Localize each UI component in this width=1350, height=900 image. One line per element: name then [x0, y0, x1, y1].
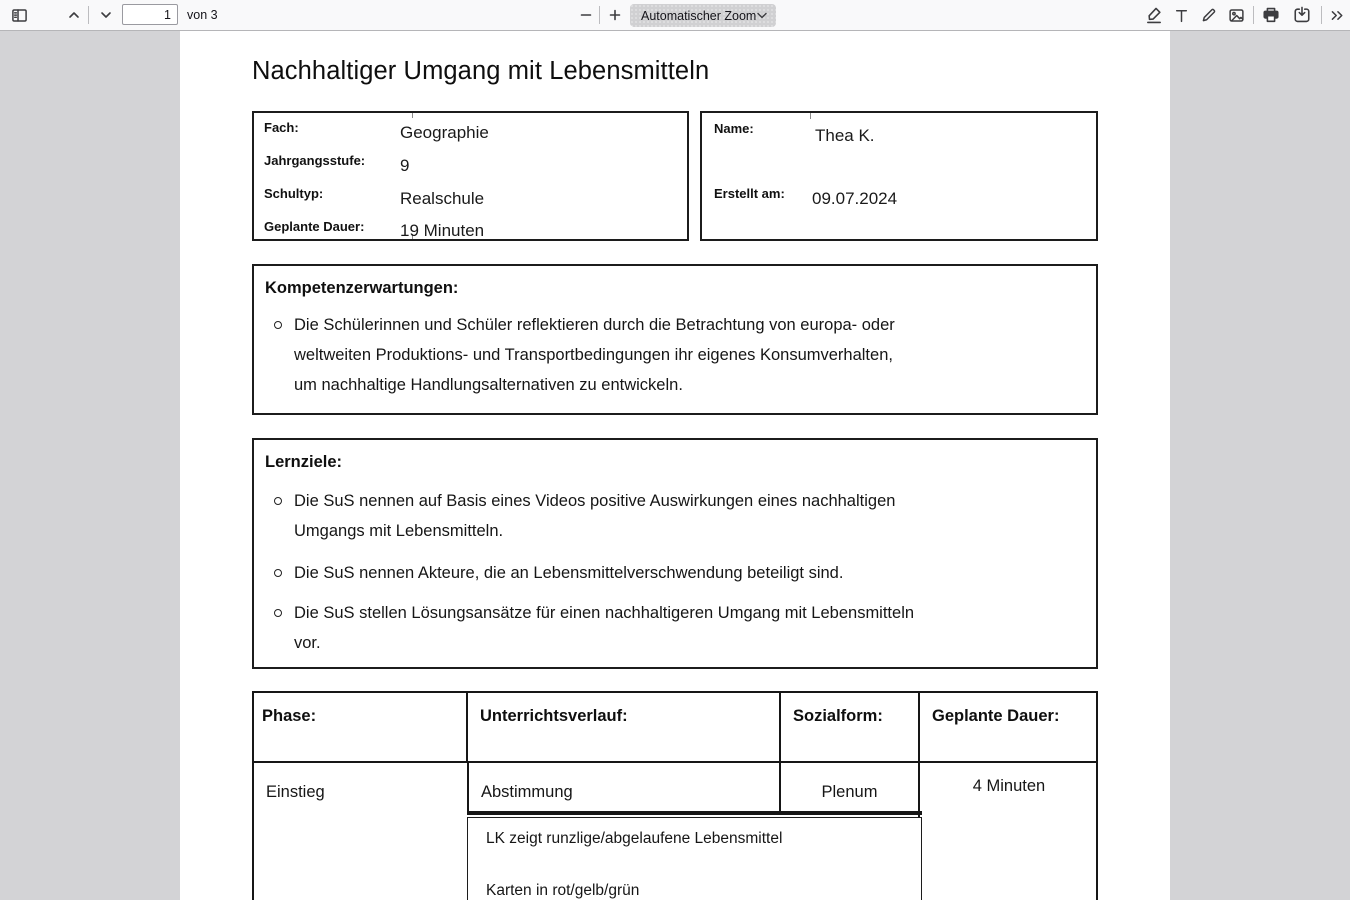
- meta-value: 9: [400, 156, 410, 175]
- toolbar-separator: [88, 6, 89, 24]
- meta-label: Name:: [714, 121, 754, 136]
- sidebar-toggle-button[interactable]: [6, 3, 32, 27]
- document-canvas[interactable]: [0, 31, 1350, 900]
- section-kompetenzerwartungen: [252, 264, 1098, 415]
- meta-value: Geographie: [400, 123, 489, 142]
- meta-label: Erstellt am:: [714, 186, 785, 201]
- meta-label: Fach:: [264, 120, 299, 135]
- meta-label: Geplante Dauer:: [264, 219, 365, 234]
- meta-value: 09.07.2024: [812, 189, 898, 208]
- meta-value: 19 Minuten: [400, 221, 485, 240]
- lesson-flow-table: [252, 691, 1098, 900]
- table-cell-dauer: 4 Minuten: [972, 777, 1046, 795]
- section-heading: Lernziele:: [265, 453, 343, 471]
- pdf-toolbar: [0, 0, 1350, 31]
- bullet-circle-icon: [274, 497, 282, 505]
- pen-icon: [1200, 7, 1217, 24]
- highlight-tool-button[interactable]: [1141, 3, 1167, 27]
- image-icon: [1228, 7, 1245, 24]
- table-cell-phase: Einstieg: [266, 783, 325, 801]
- save-button[interactable]: [1289, 3, 1315, 27]
- meta-value: Thea K.: [815, 126, 875, 145]
- meta-box-right: [700, 111, 1098, 241]
- table-cell-verlauf: Abstimmung: [481, 783, 573, 801]
- section-lernziele: [252, 438, 1098, 669]
- add-image-button[interactable]: [1223, 3, 1249, 27]
- table-line: [467, 763, 469, 811]
- draw-tool-button[interactable]: [1195, 3, 1221, 27]
- toolbar-separator: [1321, 6, 1322, 24]
- chevron-down-icon: [98, 7, 114, 23]
- bullet-item: [274, 310, 895, 400]
- bullet-line: Die SuS stellen Lösungsansätze für einen nachhaltigeren Umgang mit Lebensmitteln: [294, 604, 915, 622]
- table-cell-sozialform: Plenum: [821, 783, 878, 801]
- bullet-item: [274, 598, 914, 658]
- bullet-item: [274, 486, 895, 546]
- minus-icon: [578, 7, 594, 23]
- highlighter-icon: [1145, 6, 1163, 24]
- bullet-item: [274, 558, 843, 588]
- meta-label: Jahrgangsstufe:: [264, 153, 366, 168]
- table-header-phase: Phase:: [262, 707, 317, 725]
- zoom-level-select[interactable]: [630, 4, 776, 27]
- meta-value: Realschule: [400, 189, 485, 208]
- table-header-sozialform: Sozialform:: [793, 707, 883, 725]
- zoom-out-button[interactable]: [573, 3, 599, 27]
- bullet-line: vor.: [294, 634, 321, 652]
- bullet-line: Die SuS nennen Akteure, die an Lebensmittelverschwendung beteiligt sind.: [294, 564, 844, 582]
- more-tools-button[interactable]: [1324, 3, 1350, 27]
- meta-label: Schultyp:: [264, 186, 324, 201]
- table-detail-item: LK zeigt runzlige/abgelaufene Lebensmittel: [486, 830, 783, 847]
- plus-icon: [607, 7, 623, 23]
- zoom-level-value: Automatischer Zoom: [641, 8, 757, 23]
- page-title: Nachhaltiger Umgang mit Lebensmitteln: [252, 57, 710, 85]
- printer-icon: [1262, 6, 1280, 24]
- section-heading: Kompetenzerwartungen:: [265, 279, 459, 297]
- chevron-up-icon: [66, 7, 82, 23]
- meta-box-left: [252, 111, 689, 241]
- table-header-geplante-dauer: Geplante Dauer:: [932, 707, 1060, 725]
- table-detail-box: [467, 817, 922, 900]
- bullet-line: Umgangs mit Lebensmitteln.: [294, 522, 504, 540]
- chevron-down-icon: [757, 12, 767, 19]
- print-button[interactable]: [1258, 3, 1284, 27]
- next-page-button[interactable]: [93, 3, 119, 27]
- table-line: [252, 761, 1098, 763]
- table-header-unterrichtsverlauf: Unterrichtsverlauf:: [480, 707, 628, 725]
- toolbar-separator: [1253, 6, 1254, 24]
- bullet-line: Die SuS nennen auf Basis eines Videos positive Auswirkungen eines nachhaltigen: [294, 492, 896, 510]
- bullet-circle-icon: [274, 609, 282, 617]
- table-line: [466, 691, 468, 761]
- pdf-page: [180, 31, 1170, 900]
- text-tool-button[interactable]: [1168, 3, 1194, 27]
- bullet-line: um nachhaltige Handlungsalternativen zu entwickeln.: [294, 376, 683, 394]
- table-detail-item: Karten in rot/gelb/grün: [486, 882, 640, 899]
- bullet-line: Die Schülerinnen und Schüler reflektieren durch die Betrachtung von europa- oder: [294, 316, 895, 334]
- previous-page-button[interactable]: [61, 3, 87, 27]
- double-chevron-right-icon: [1329, 7, 1346, 24]
- divider-tick: [412, 113, 413, 118]
- bullet-line: weltweiten Produktions- und Transportbedingungen ihr eigenes Konsumverhalten,: [294, 346, 893, 364]
- page-number-input[interactable]: [122, 4, 178, 25]
- bullet-circle-icon: [274, 321, 282, 329]
- page-count-label: von 3: [187, 8, 218, 22]
- toolbar-separator: [599, 6, 600, 24]
- table-thick-line: [467, 811, 922, 815]
- zoom-in-button[interactable]: [602, 3, 628, 27]
- text-tool-icon: [1173, 7, 1190, 24]
- bullet-circle-icon: [274, 569, 282, 577]
- divider-tick: [810, 113, 811, 119]
- table-line: [779, 691, 781, 761]
- sidebar-toggle-icon: [11, 7, 28, 24]
- download-icon: [1293, 6, 1311, 24]
